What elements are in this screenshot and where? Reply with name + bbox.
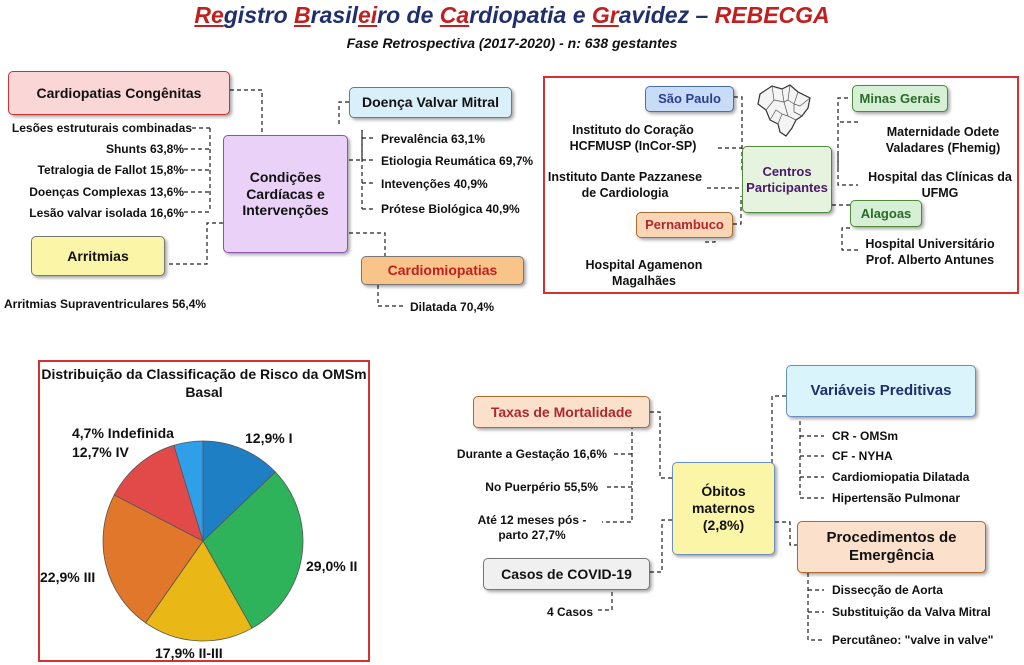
procedures-box [797, 521, 986, 573]
valve-title: Doença Valvar Mitral [362, 94, 499, 111]
cardiomyopathy-item: Dilatada 70,4% [410, 300, 495, 314]
title-part: rasil [310, 2, 358, 28]
congenital-item: Doenças Complexas 13,6% [29, 185, 184, 199]
title-part: B [294, 2, 311, 28]
pernambuco-title: Pernambuco [645, 217, 724, 233]
centers-center-box [742, 146, 832, 213]
procedure-item: Percutâneo: "valve in valve" [832, 633, 994, 647]
covid-title: Casos de COVID-19 [501, 565, 632, 582]
alagoas-title: Alagoas [860, 205, 912, 221]
conditions-center-box [223, 135, 348, 253]
page-title [0, 2, 1024, 29]
valve-item: Intevenções 40,9% [381, 177, 488, 191]
predictor-item: CF - NYHA [832, 449, 893, 463]
agamenon-label: Hospital Agamenon Magalhães [585, 258, 703, 288]
arrhythmia-item: Arritmias Supraventriculares 56,4% [4, 297, 207, 311]
incor-label: Instituto do Coração HCFMUSP (InCor-SP) [569, 123, 697, 153]
postpartum-label: Até 12 meses pós - parto 27,7% [477, 513, 587, 542]
dante-label: Instituto Dante Pazzanese de Cardiologia [547, 170, 703, 200]
mortality-item: No Puerpério 55,5% [485, 480, 598, 494]
mortality-item [461, 513, 603, 543]
title-part: Re [194, 2, 224, 28]
pie-label: 12,7% IV [72, 444, 129, 460]
cardiomyopathy-title: Cardiomiopatias [387, 262, 498, 279]
title-part: rdiopatia e [469, 2, 592, 28]
mortality-title: Taxas de Mortalidade [490, 403, 633, 420]
odete-label: Maternidade Odete Valadares (Fhemig) [885, 125, 1001, 155]
pie-title: Distribuição da Classificação de Risco da OMSm Basal [41, 366, 367, 401]
covid-box [483, 558, 650, 590]
valve-item: Prótese Biológica 40,9% [381, 202, 520, 216]
risk-pie-chart [100, 438, 306, 644]
sao-paulo-title: São Paulo [658, 91, 721, 107]
procedures-title: Procedimentos de Emergência [826, 529, 957, 564]
valve-item: Etiologia Reumática 69,7% [381, 154, 534, 168]
hc-ufmg-label: Hospital das Clínicas da UFMG [868, 170, 1012, 200]
conditions-center-label: Condições Cardíacas e Intervenções [242, 168, 329, 219]
centers-center-label: Centros Participantes [746, 163, 828, 195]
page-subtitle: Fase Retrospectiva (2017-2020) - n: 638 gestantes [346, 35, 678, 51]
pie-label: 17,9% II-III [155, 645, 223, 661]
title-part: ei [357, 2, 378, 28]
pie-label: 29,0% II [306, 558, 358, 574]
congenital-item: Lesão valvar isolada 16,6% [29, 206, 184, 220]
congenital-item: Lesões estruturais combinadas [11, 121, 192, 135]
congenital-box [8, 71, 230, 115]
valve-box [349, 87, 512, 118]
congenital-item: Shunts 63,8% [105, 142, 184, 156]
arrhythmia-title: Arritmias [67, 247, 129, 264]
title-part: Ca [439, 2, 470, 28]
title-part: Gr [591, 2, 619, 28]
center-item [872, 125, 1014, 156]
arrhythmia-box [31, 236, 165, 276]
predictors-title: Variáveis Preditivas [810, 382, 952, 399]
title-acronym: REBECGA [714, 2, 830, 28]
title-part: ro de [377, 2, 440, 28]
mortality-box [473, 396, 650, 428]
congenital-item: Tetralogia de Fallot 15,8% [37, 163, 184, 177]
center-item [542, 170, 708, 201]
hupaa-label: Hospital Universitário Prof. Alberto Antunes [865, 237, 995, 267]
state-alagoas [850, 200, 922, 227]
procedure-item: Dissecção de Aorta [832, 583, 943, 597]
procedure-item: Substituição da Valva Mitral [832, 605, 991, 619]
state-pernambuco [636, 212, 733, 238]
title-part: gistro [223, 2, 295, 28]
state-minas-gerais [852, 85, 948, 112]
center-item [582, 258, 706, 289]
predictor-item: Cardiomiopatia Dilatada [832, 470, 970, 484]
pie-label: 4,7% Indefinida [72, 425, 174, 441]
covid-item: 4 Casos [547, 605, 594, 619]
minas-title: Minas Gerais [859, 90, 941, 106]
pie-label: 12,9% I [245, 430, 293, 446]
deaths-center-label: Óbitos maternos (2,8%) [691, 483, 756, 533]
center-item [862, 170, 1018, 201]
state-sao-paulo [645, 86, 734, 112]
deaths-center-box [672, 462, 775, 555]
predictor-item: Hipertensão Pulmonar [832, 491, 961, 505]
mortality-item: Durante a Gestação 16,6% [456, 447, 607, 461]
predictor-item: CR - OMSm [832, 429, 898, 443]
valve-item: Prevalência 63,1% [381, 132, 486, 146]
cardiomyopathy-box [361, 256, 524, 285]
congenital-title: Cardiopatias Congênitas [36, 84, 202, 101]
center-item [860, 237, 1000, 268]
pie-label: 22,9% III [40, 569, 96, 585]
center-item [548, 123, 718, 154]
title-part: avidez – [618, 2, 715, 28]
predictors-box [786, 365, 976, 417]
brazil-map-icon [752, 80, 814, 142]
